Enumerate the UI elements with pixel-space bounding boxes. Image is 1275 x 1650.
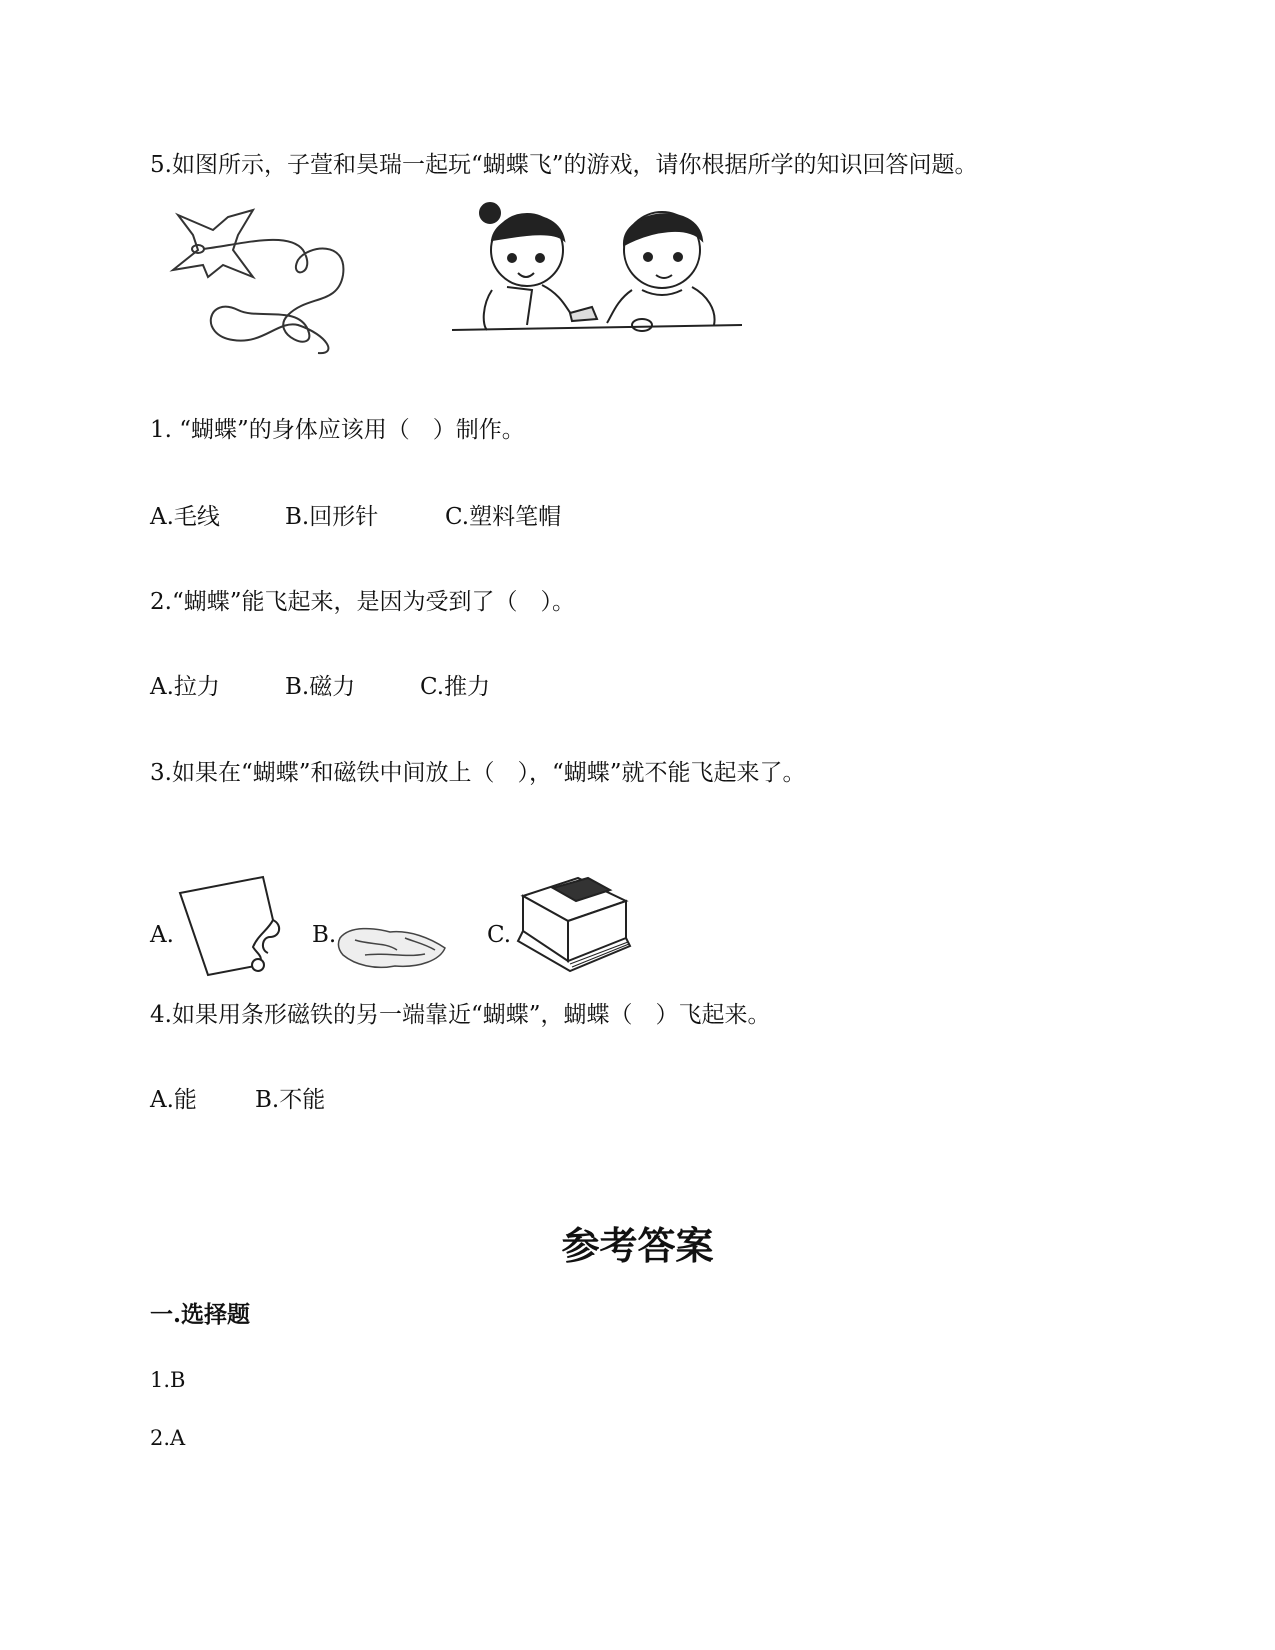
option-1c: C.塑料笔帽 xyxy=(445,504,562,530)
option-2c: C.推力 xyxy=(420,674,491,700)
section-title: 一.选择题 xyxy=(150,1301,251,1328)
children-playing-icon xyxy=(452,195,742,345)
option-2a: A.拉力 xyxy=(150,674,220,700)
option-2b: B.磁力 xyxy=(285,674,356,700)
option-3b: B. xyxy=(312,922,337,948)
option-4a: A.能 xyxy=(150,1087,197,1113)
sub-question-3: 3.如果在“蝴蝶”和磁铁中间放上（ ），“蝴蝶”就不能飞起来了。 xyxy=(150,760,806,786)
option-4b: B.不能 xyxy=(255,1087,326,1113)
cloth-icon xyxy=(335,920,450,975)
option-3a: A. xyxy=(150,922,174,948)
answer-item: 2.A xyxy=(150,1426,186,1450)
sub-question-4: 4.如果用条形磁铁的另一端靠近“蝴蝶”，蝴蝶（ ）飞起来。 xyxy=(150,1002,771,1028)
option-1a: A.毛线 xyxy=(150,504,220,530)
option-3c: C. xyxy=(487,922,512,948)
sub-question-1: 1. “蝴蝶”的身体应该用（ ）制作。 xyxy=(150,417,525,443)
sub-question-2: 2.“蝴蝶”能飞起来，是因为受到了（ ）。 xyxy=(150,589,575,615)
paper-butterfly-icon xyxy=(168,205,368,365)
question-stem: 5.如图所示，子萱和昊瑞一起玩“蝴蝶飞”的游戏，请你根据所学的知识回答问题。 xyxy=(150,152,978,178)
answer-item: 1.B xyxy=(150,1368,186,1392)
book-icon xyxy=(508,876,633,981)
option-1b: B.回形针 xyxy=(285,504,379,530)
answer-title: 参考答案 xyxy=(561,1223,714,1268)
paper-sheet-icon xyxy=(178,875,288,980)
